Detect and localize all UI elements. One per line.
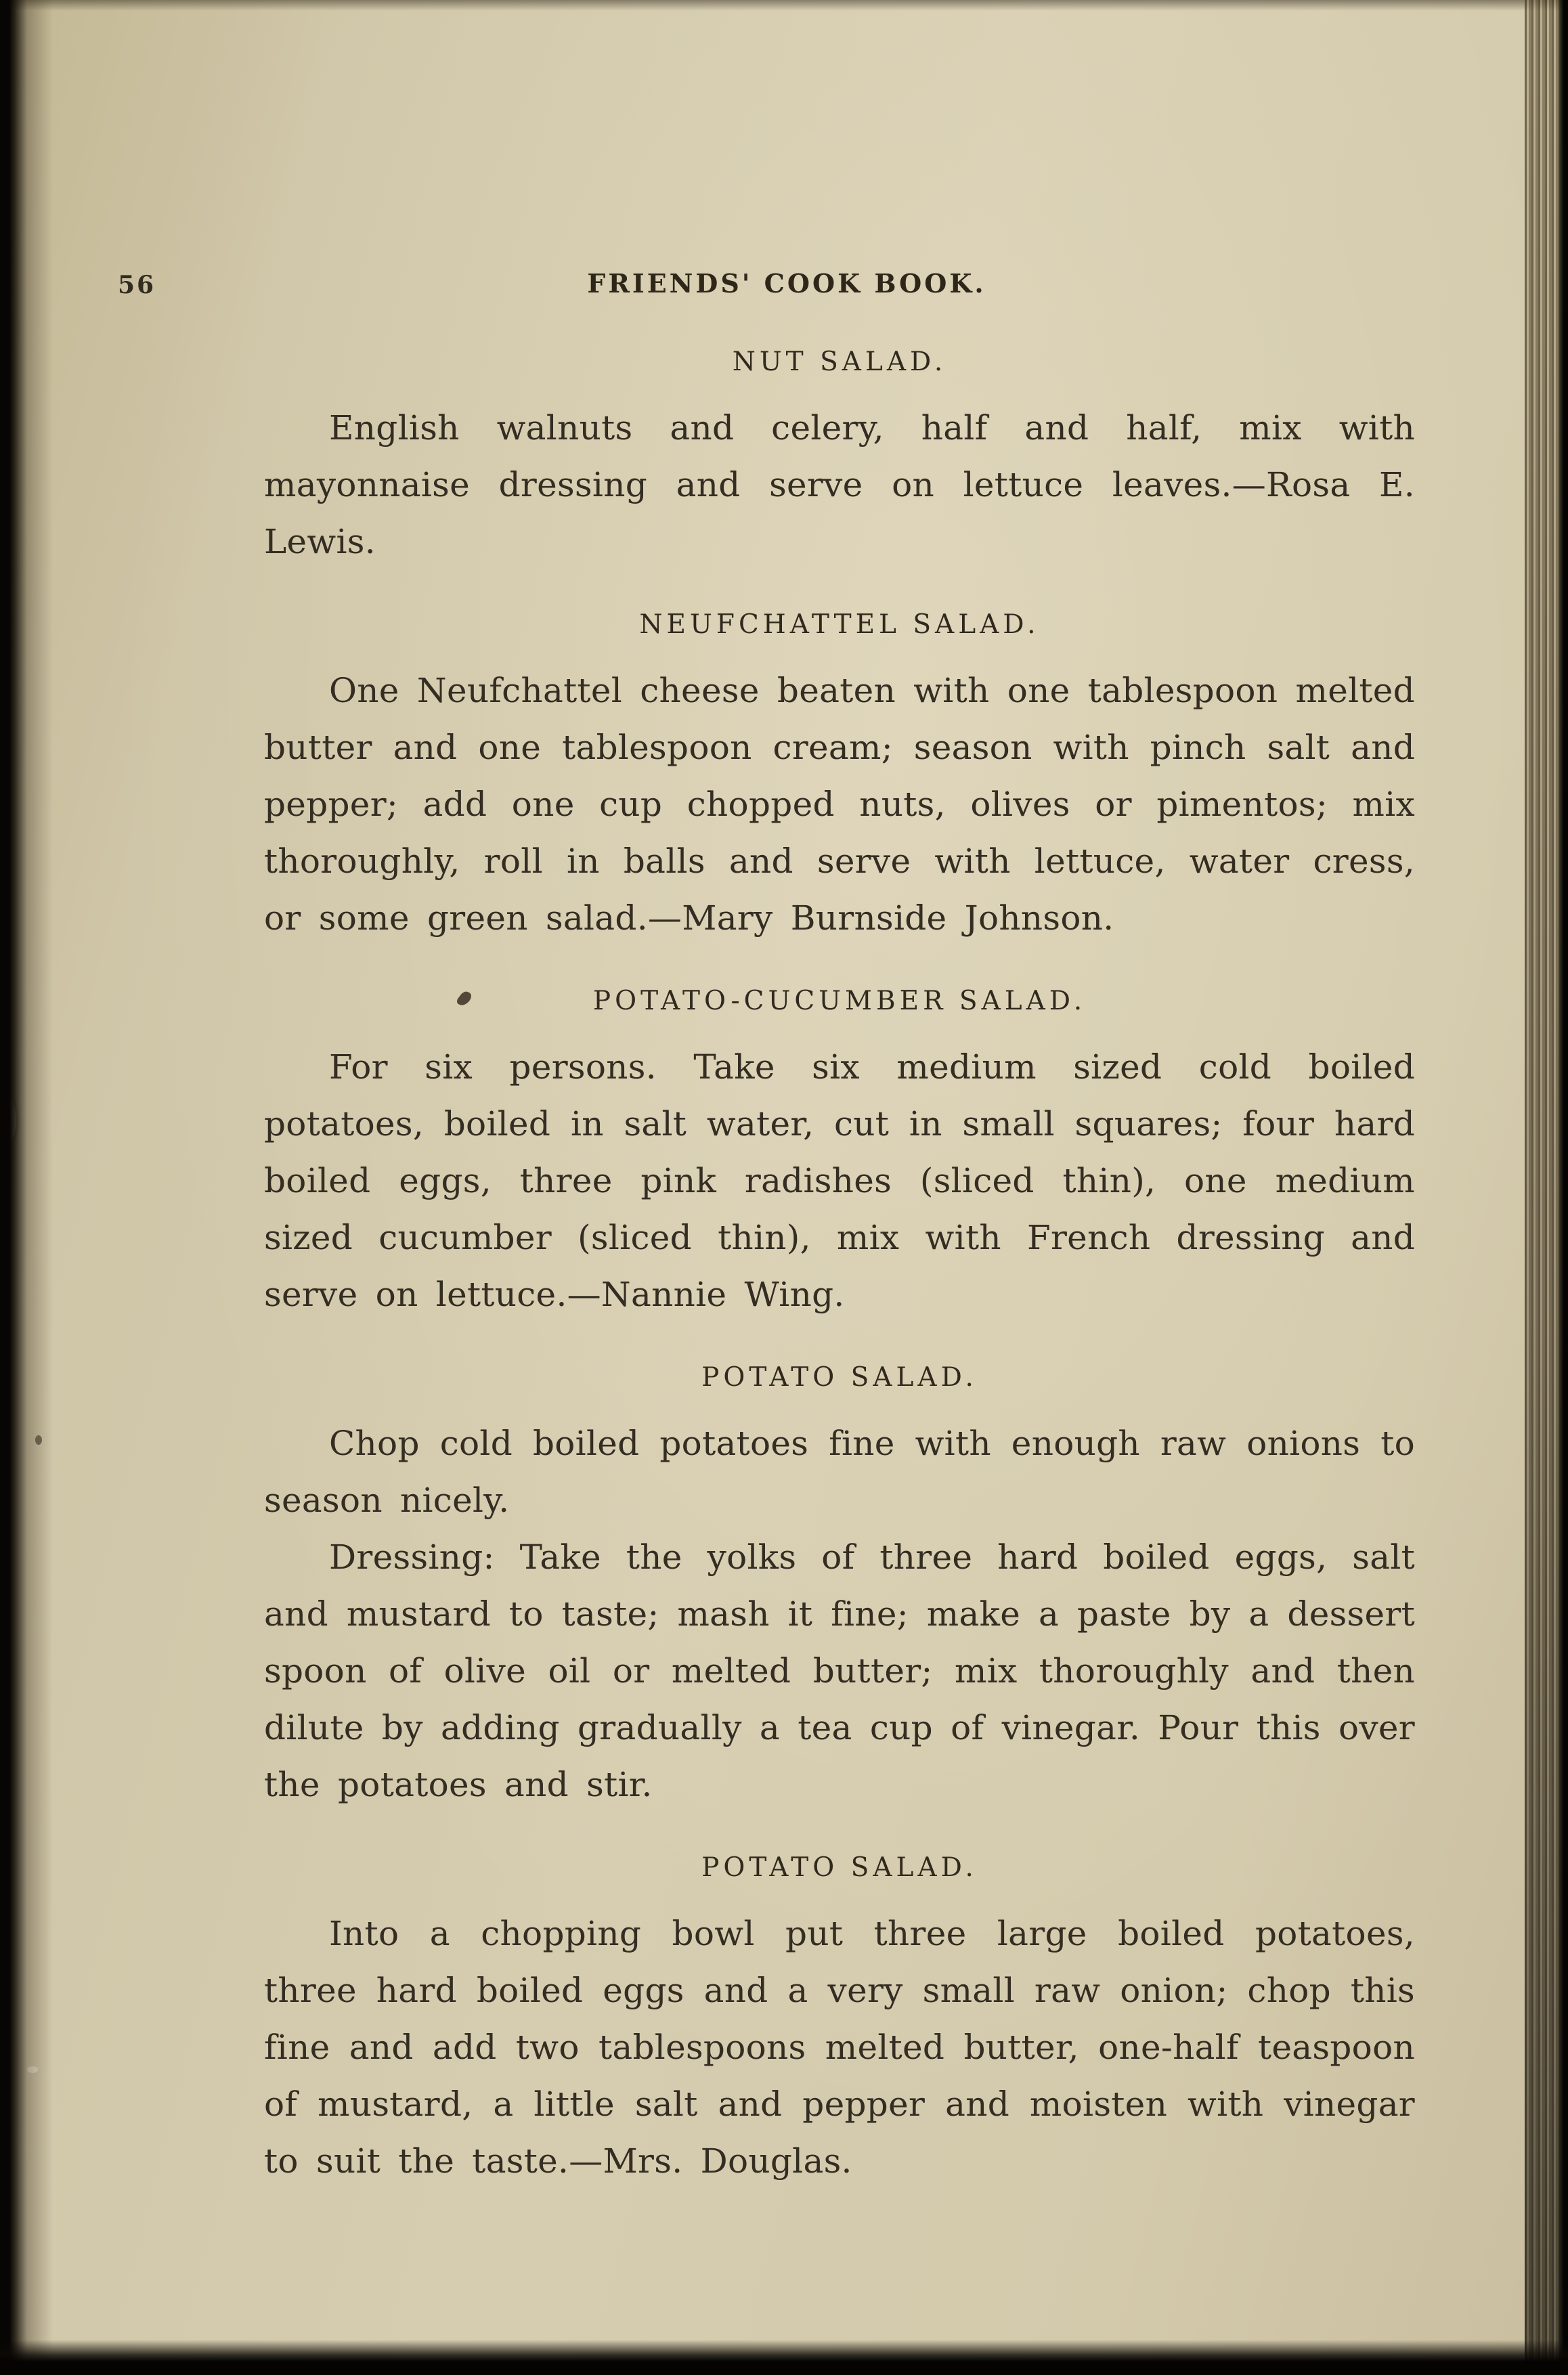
recipe-title: POTATO-CUCUMBER SALAD. [592,986,1087,1016]
recipe-section-potato-salad-2 [264,1851,1415,2189]
page-content [118,0,1415,2189]
recipe-title: POTATO SALAD. [701,1852,978,1883]
scan-edge-bottom [0,2340,1568,2375]
recipe-paragraph: Dressing: Take the yolks of three hard boiled eggs, salt and mustard to taste; mash it fine; make a paste by a dessert spoon of olive oil or melted butter; mix thoroughly and then dilute by adding gradually a tea cup of vinegar. Pour this over the potatoes and stir. [264,1538,1415,1804]
recipe-paragraph: Chop cold boiled potatoes fine with enough raw onions to season nicely. [264,1424,1415,1520]
scan-edge-left [0,0,53,2375]
recipe-title: NUT SALAD. [732,347,947,377]
recipe-body [264,1039,1415,1323]
recipe-body [264,399,1415,570]
recipe-body [264,662,1415,946]
recipe-title: POTATO SALAD. [701,1362,978,1393]
running-header: FRIENDS' COOK BOOK. [587,268,986,299]
recipe-section-neufchattel-salad [264,608,1415,946]
recipe-paragraph: For six persons. Take six medium sized cold boiled potatoes, boiled in salt water, cut in small squares; four hard boiled eggs, three pink radishes (sliced thin), one medium sized cucumber (sliced thin), mix with French dressing and serve on lettuce.—Nannie Wing. [264,1047,1415,1314]
recipe-section-nut-salad [264,345,1415,570]
page-number: 56 [118,271,156,299]
running-head [118,268,1415,307]
recipe-paragraph: English walnuts and celery, half and half, mix with mayonnaise dressing and serve on lettuce leaves.—Rosa E. Lewis. [264,408,1415,561]
recipe-paragraph: Into a chopping bowl put three large boiled potatoes, three hard boiled eggs and a very small raw onion; chop this fine and add two tablespoons melted butter, one-half teaspoon of mustard, a little salt and pepper and moisten with vinegar to suit the taste.—Mrs. Douglas. [264,1914,1415,2181]
recipe-paragraph: One Neufchattel cheese beaten with one tablespoon melted butter and one tablespoon cream; season with pinch salt and pepper; add one cup chopped nuts, olives or pimentos; mix thoroughly, roll in balls and serve with lettuce, water cress, or some green salad.—Mary Burnside Johnson. [264,671,1415,938]
scan-edge-top [0,0,1568,11]
recipe-section-potato-salad-1 [264,1361,1415,1813]
recipe-body [264,1905,1415,2189]
recipe-section-potato-cucumber-salad [264,984,1415,1323]
recipe-body [264,1415,1415,1813]
scan-edge-right [1559,0,1568,2375]
recipe-title: NEUFCHATTEL SALAD. [639,609,1040,640]
